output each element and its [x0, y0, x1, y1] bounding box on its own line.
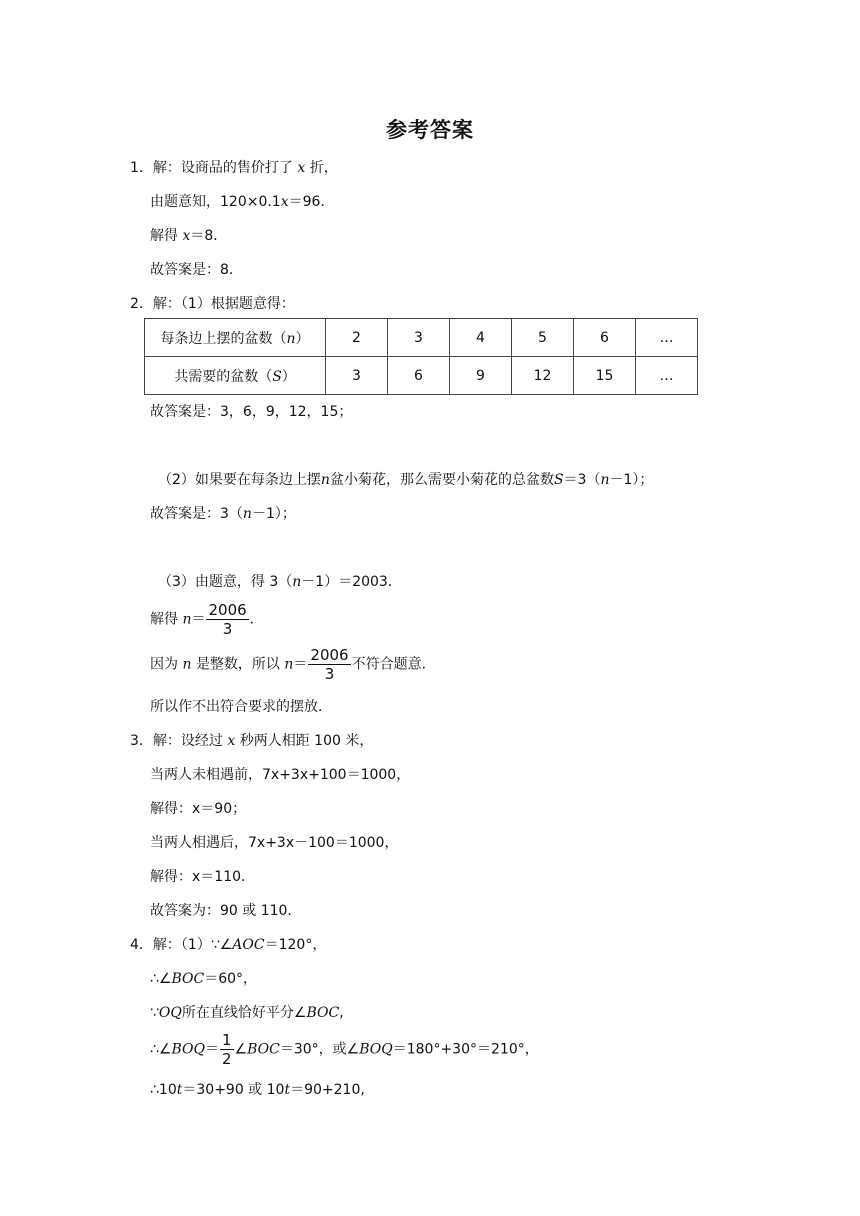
q4-line-4: ∴∠BOQ＝ $\frac{1}{2}$ ∠BOC＝30°，或∠BOQ＝180°+30°＝210°，	[150, 1031, 539, 1068]
table-cell: 6	[574, 319, 636, 357]
q4-line-1: 4．解：（1）∵∠AOC＝120°，	[130, 937, 327, 953]
q3-line-5: 解得：x＝110．	[150, 869, 256, 885]
table-cell: 12	[512, 357, 574, 395]
table-row-label: 每条边上摆的盆数（n）	[145, 319, 326, 357]
q4-line-3: ∵OQ所在直线恰好平分∠BOC,	[150, 1005, 344, 1021]
q2-answer-1: 故答案是：3，6，9，12，15；	[150, 404, 353, 420]
table-cell: 6	[388, 357, 450, 395]
table-cell: 3	[326, 357, 388, 395]
table-cell: 5	[512, 319, 574, 357]
q4-line-2: ∴∠BOC＝60°，	[150, 971, 258, 987]
table-row-label: 共需要的盆数（S）	[145, 357, 326, 395]
data-table	[144, 318, 698, 395]
q2-because: 因为 n 是整数，所以 n＝ $\frac{2006}{3}$ 不符合题意．	[150, 646, 436, 683]
q3-line-2: 当两人未相遇前，7x+3x+100＝1000，	[150, 767, 411, 783]
q2-line-1: 2．解：（1）根据题意得：	[130, 296, 295, 312]
q1-line-4: 故答案是：8．	[150, 262, 243, 278]
table-cell: …	[636, 357, 698, 395]
table-cell: …	[636, 319, 698, 357]
q2-solution: 解得 n＝ $\frac{2006}{3}$ ．	[150, 601, 264, 638]
q4-line-5: ∴10t＝30+90 或 10t＝90+210,	[150, 1082, 365, 1098]
table-row	[145, 319, 698, 357]
table-row	[145, 357, 698, 395]
table-cell: 2	[326, 319, 388, 357]
table-cell: 15	[574, 357, 636, 395]
q3-line-4: 当两人相遇后，7x+3x－100＝1000，	[150, 835, 399, 851]
q3-line-6: 故答案为：90 或 110．	[150, 903, 302, 919]
fraction: $\frac{1}{2}$	[221, 1031, 232, 1068]
q1-line-2: 由题意知，120×0.1x＝96．	[150, 194, 335, 210]
q2-part-2: （2）如果要在每条边上摆n盆小菊花，那么需要小菊花的总盆数S＝3（n－1）；	[158, 472, 654, 488]
q3-line-3: 解得：x＝90；	[150, 801, 247, 817]
q2-answer-2: 故答案是：3（n－1）；	[150, 506, 296, 522]
q2-conclusion: 所以作不出符合要求的摆放．	[150, 699, 332, 715]
page-title: 参考答案	[386, 118, 474, 142]
table-cell: 3	[388, 319, 450, 357]
table-cell: 4	[450, 319, 512, 357]
q1-line-3: 解得 x＝8．	[150, 228, 228, 244]
fraction: $\frac{2006}{3}$	[310, 646, 349, 683]
table-cell: 9	[450, 357, 512, 395]
fraction: $\frac{2006}{3}$	[208, 601, 247, 638]
q1-line-1: 1．解：设商品的售价打了 x 折，	[130, 160, 338, 176]
q3-line-1: 3．解：设经过 x 秒两人相距 100 米，	[130, 733, 374, 749]
q2-part-3: （3）由题意，得 3（n－1）＝2003．	[158, 574, 402, 590]
